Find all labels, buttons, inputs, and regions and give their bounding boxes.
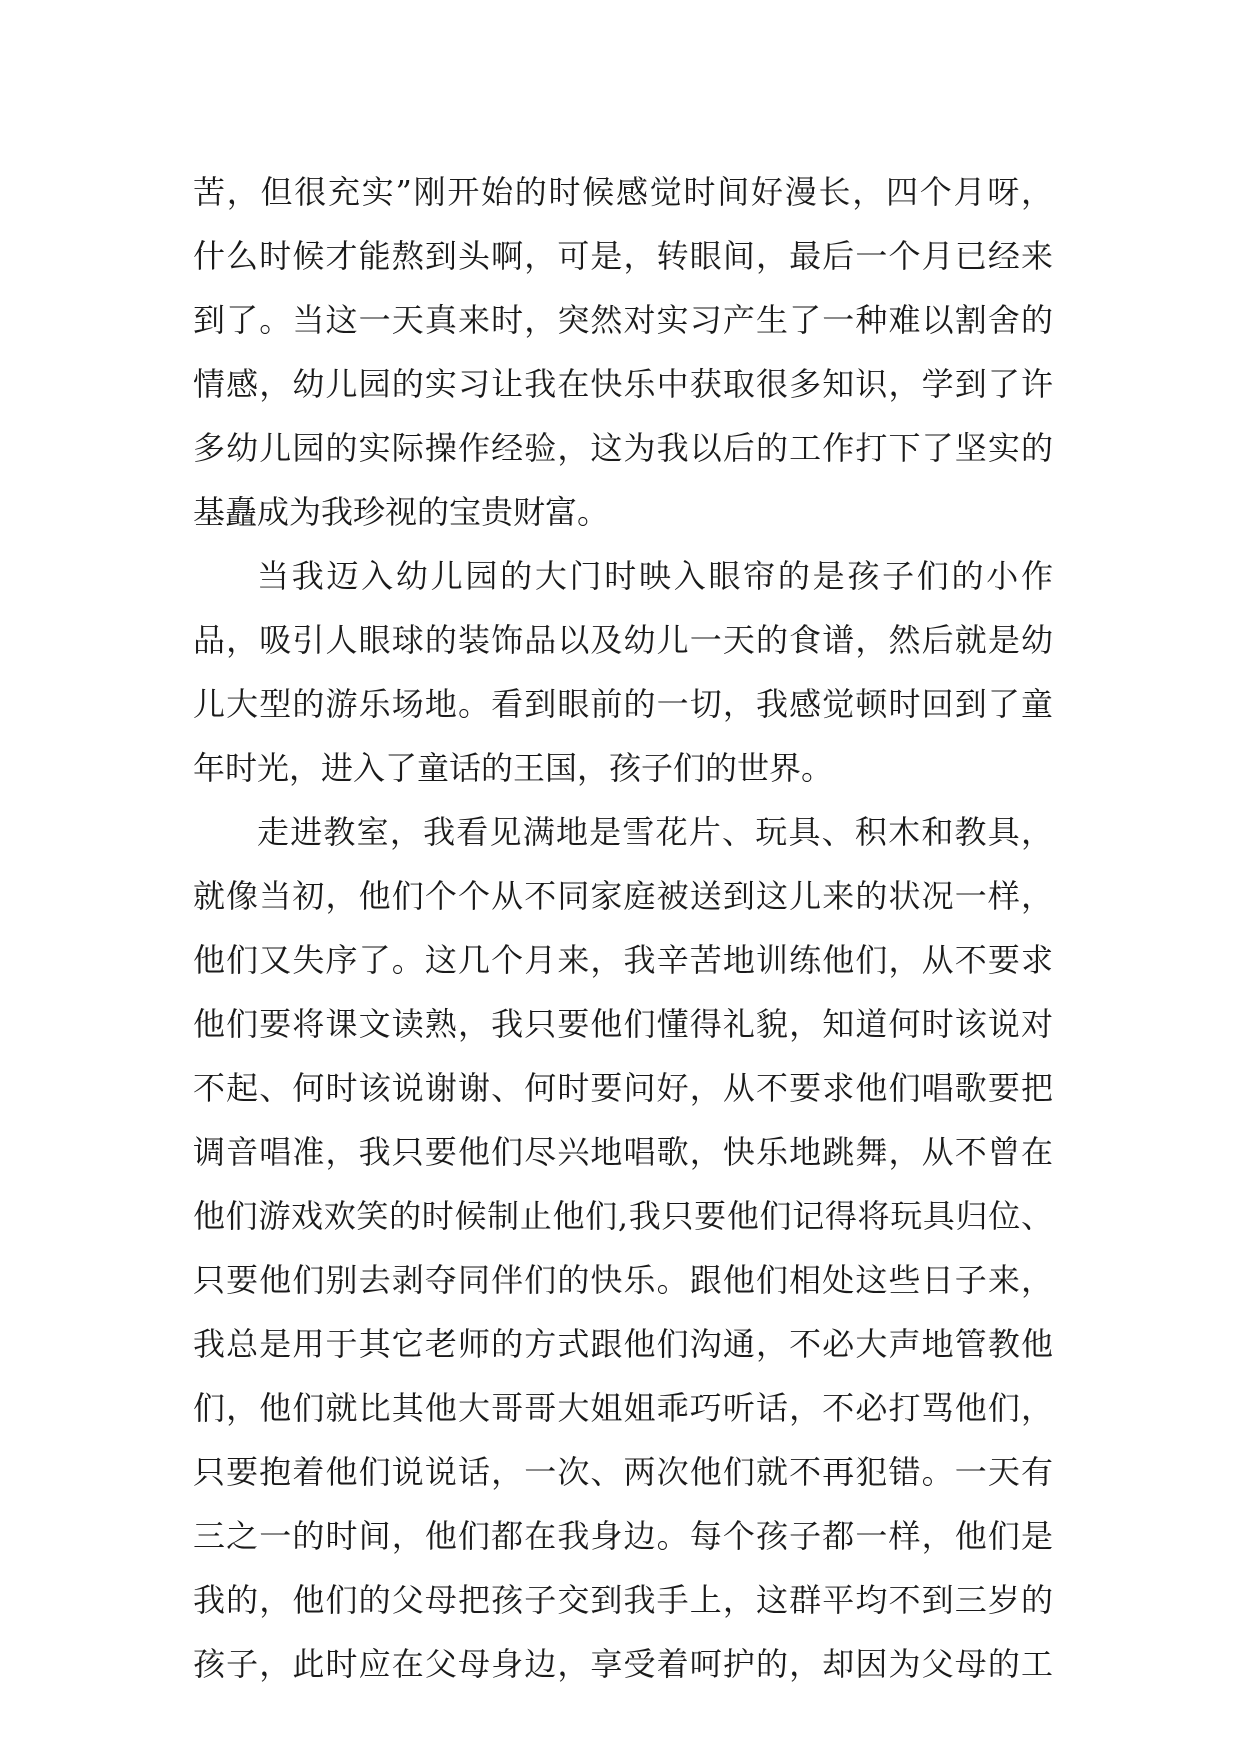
text-line: 基矗成为我珍视的宝贵财富。: [193, 493, 610, 531]
text-line: 我总是用于其它老师的方式跟他们沟通，不必大声地管教他: [193, 1325, 1053, 1363]
text-line: 只要抱着他们说说话，一次、两次他们就不再犯错。一天有: [193, 1453, 1053, 1491]
text-line: 苦，但很充实”刚开始的时候感觉时间好漫长，四个月呀，: [193, 173, 1053, 211]
text-line: 我的，他们的父母把孩子交到我手上，这群平均不到三岁的: [193, 1581, 1053, 1619]
text-line: 到了。当这一天真来时，突然对实习产生了一种难以割舍的: [193, 301, 1053, 339]
text-line: 孩子，此时应在父母身边，享受着呵护的，却因为父母的工: [193, 1645, 1053, 1683]
text-line: 品，吸引人眼球的装饰品以及幼儿一天的食谱，然后就是幼: [193, 621, 1053, 659]
text-line: 不起、何时该说谢谢、何时要问好，从不要求他们唱歌要把: [193, 1069, 1053, 1107]
text-line: 只要他们别去剥夺同伴们的快乐。跟他们相处这些日子来，: [193, 1261, 1053, 1299]
text-line: 三之一的时间，他们都在我身边。每个孩子都一样，他们是: [193, 1517, 1053, 1555]
text-line: 儿大型的游乐场地。看到眼前的一切，我感觉顿时回到了童: [193, 685, 1053, 723]
text-line: 调音唱准，我只要他们尽兴地唱歌，快乐地跳舞，从不曾在: [193, 1133, 1053, 1171]
text-line: 什么时候才能熬到头啊，可是，转眼间，最后一个月已经来: [193, 237, 1053, 275]
text-line: 多幼儿园的实际操作经验，这为我以后的工作打下了坚实的: [193, 429, 1053, 467]
paragraph-first-line: 当我迈入幼儿园的大门时映入眼帘的是孩子们的小作: [257, 557, 1053, 595]
paragraph-first-line: 走进教室，我看见满地是雪花片、玩具、积木和教具，: [257, 813, 1053, 851]
body-text: [193, 160, 1053, 1696]
text-line: 就像当初，他们个个从不同家庭被送到这儿来的状况一样，: [193, 877, 1053, 915]
text-line: 年时光，进入了童话的王国，孩子们的世界。: [193, 749, 834, 787]
text-line: 他们游戏欢笑的时候制止他们,我只要他们记得将玩具归位、: [193, 1197, 1053, 1235]
text-line: 情感，幼儿园的实习让我在快乐中获取很多知识，学到了许: [193, 365, 1053, 403]
text-line: 他们要将课文读熟，我只要他们懂得礼貌，知道何时该说对: [193, 1005, 1053, 1043]
text-line: 他们又失序了。这几个月来，我辛苦地训练他们，从不要求: [193, 941, 1053, 979]
text-line: 们，他们就比其他大哥哥大姐姐乖巧听话，不必打骂他们，: [193, 1389, 1053, 1427]
